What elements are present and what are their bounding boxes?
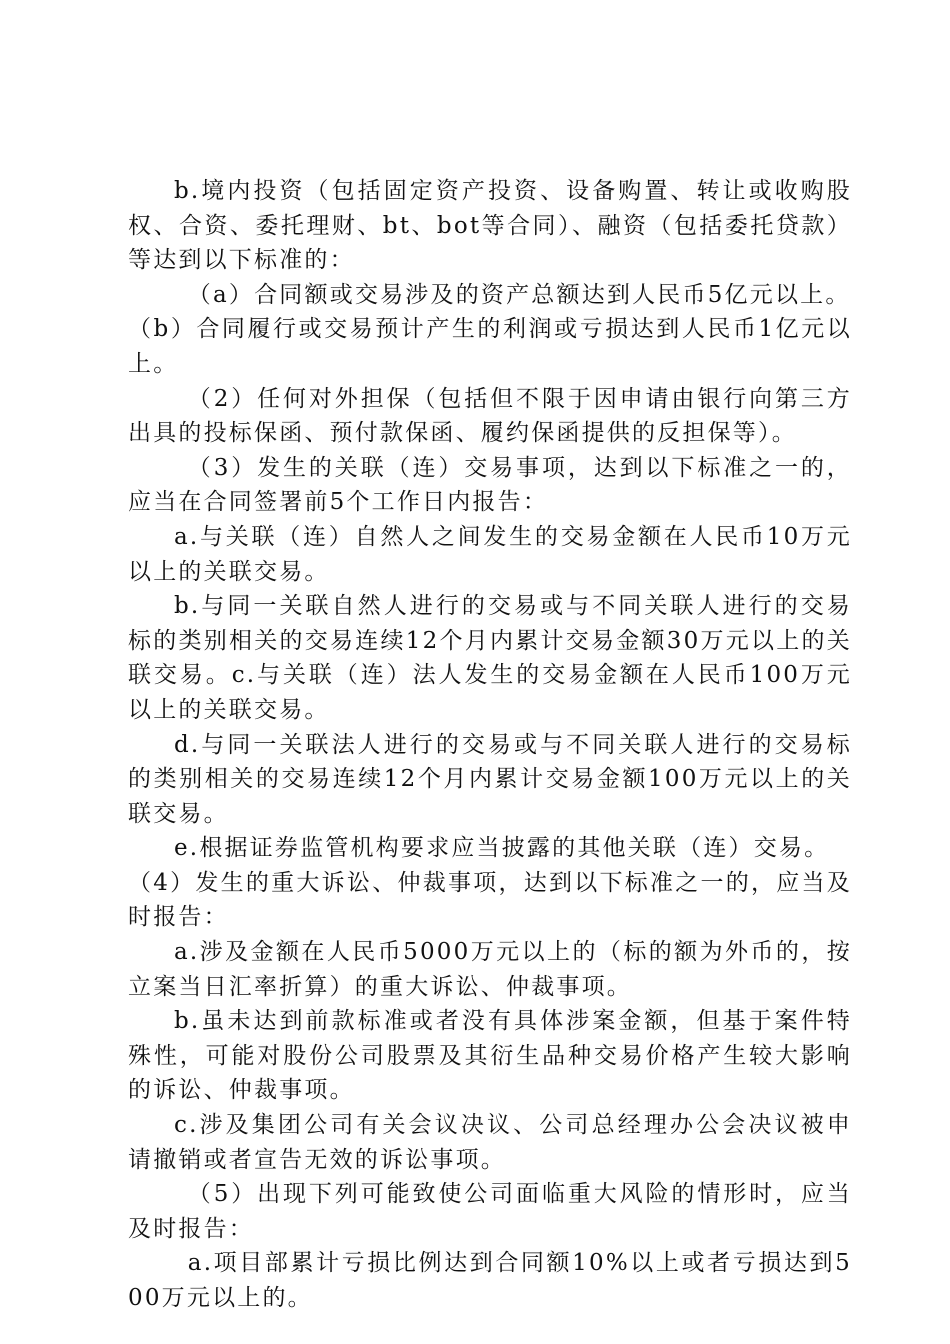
paragraph-domestic-investment: b.境内投资（包括固定资产投资、设备购置、转让或收购股权、合资、委托理财、bt、bot等合同）、融资（包括委托贷款）等达到以下标准的：: [128, 178, 852, 274]
paragraph-related-d: d.与同一关联法人进行的交易或与不同关联人进行的交易标的类别相关的交易连续12个月内累计交易金额100万元以上的关联交易。: [128, 731, 852, 827]
paragraph-litigation: （4）发生的重大诉讼、仲裁事项，达到以下标准之一的，应当及时报告：: [128, 869, 852, 931]
paragraph-item-b: （b）合同履行或交易预计产生的利润或亏损达到人民币1亿元以上。: [128, 316, 852, 377]
paragraph-related-transactions: （3）发生的关联（连）交易事项，达到以下标准之一的，应当在合同签署前5个工作日内报告：: [128, 454, 852, 516]
paragraph-external-guarantee: （2）任何对外担保（包括但不限于因申请由银行向第三方出具的投标保函、预付款保函、履约保函提供的反担保等）。: [128, 385, 852, 447]
paragraph-risk-a: a.项目部累计亏损比例达到合同额10%以上或者亏损达到500万元以上的。: [128, 1250, 852, 1311]
document-body: [128, 174, 852, 1316]
paragraph-item-a: （a）合同额或交易涉及的资产总额达到人民币5亿元以上。: [187, 281, 851, 308]
paragraph-litigation-b: b.虽未达到前款标准或者没有具体涉案金额，但基于案件特殊性，可能对股份公司股票及其衍生品种交易价格产生较大影响的诉讼、仲裁事项。: [128, 1008, 852, 1104]
paragraph-litigation-a: a.涉及金额在人民币5000万元以上的（标的额为外币的，按立案当日汇率折算）的重大诉讼、仲裁事项。: [128, 939, 852, 1000]
paragraph-litigation-c: c.涉及集团公司有关会议决议、公司总经理办公会决议被申请撤销或者宣告无效的诉讼事项。: [128, 1112, 852, 1173]
paragraph-related-a: a.与关联（连）自然人之间发生的交易金额在人民币10万元以上的关联交易。: [128, 523, 852, 585]
paragraph-related-b-c: b.与同一关联自然人进行的交易或与不同关联人进行的交易标的类别相关的交易连续12个月内累计交易金额30万元以上的关联交易。c.与关联（连）法人发生的交易金额在人民币100万元以上的关联交易。: [128, 593, 852, 723]
paragraph-major-risk: （5）出现下列可能致使公司面临重大风险的情形时，应当及时报告：: [128, 1181, 852, 1242]
paragraph-related-e: e.根据证券监管机构要求应当披露的其他关联（连）交易。: [174, 835, 830, 862]
